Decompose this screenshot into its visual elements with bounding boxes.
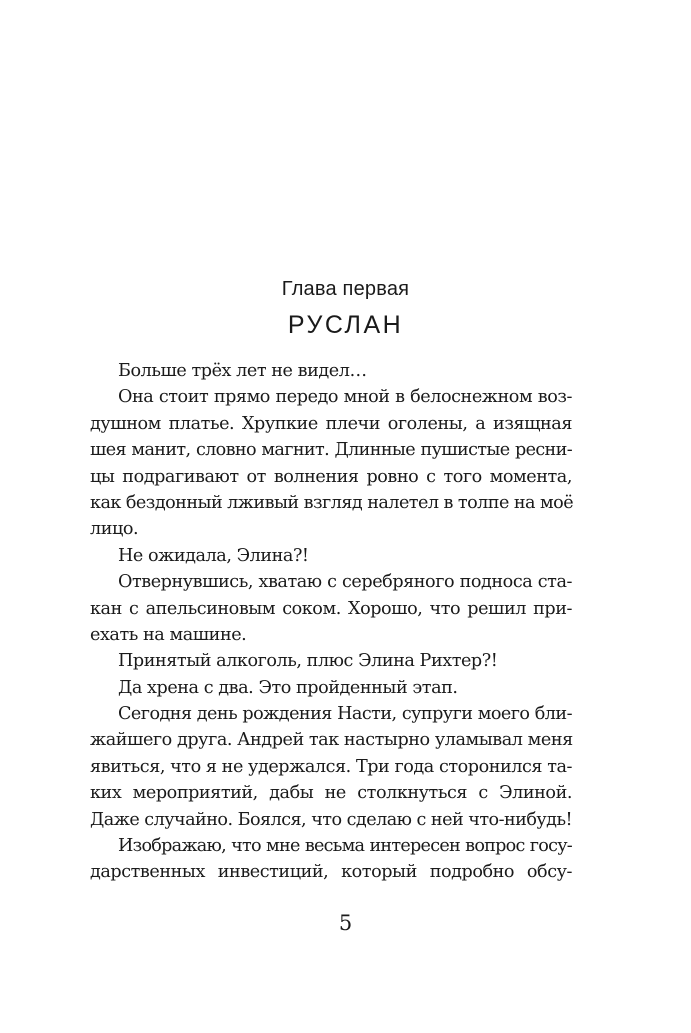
text-line: Сегодня день рождения Насти, супруги моего бли-: [118, 704, 572, 725]
text-line: Больше трёх лет не видел…: [118, 361, 367, 381]
text-line: жайшего друга. Андрей так настырно уламывал меня: [90, 730, 573, 751]
text-line: кан с апельсиновым соком. Хорошо, что решил при-: [90, 598, 572, 619]
text-line: Отвернувшись, хватаю с серебряного подноса ста-: [118, 572, 572, 593]
body-text: [90, 358, 572, 886]
text-line: дарственных инвестиций, который подробно обсу-: [90, 862, 572, 883]
text-line: лицо.: [90, 519, 139, 540]
text-line: душном платье. Хрупкие плечи оголены, а изящная: [90, 413, 572, 434]
text-line: цы подрагивают от волнения ровно с того момента,: [90, 466, 572, 487]
text-line: Изображаю, что мне весьма интересен вопрос госу-: [118, 836, 572, 857]
chapter-label: Глава первая: [281, 278, 410, 300]
text-line: ехать на машине.: [90, 624, 247, 645]
page-number: 5: [338, 911, 353, 935]
text-line: Не ожидала, Элина?!: [118, 545, 309, 566]
text-line: ких мероприятий, дабы не столкнуться с Элиной.: [90, 783, 572, 804]
text-line: Да хрена с два. Это пройденный этап.: [118, 677, 458, 698]
text-line: Принятый алкоголь, плюс Элина Рихтер?!: [118, 651, 498, 672]
chapter-title: РУСЛАН: [287, 311, 404, 339]
text-line: как бездонный лживый взгляд налетел в толпе на моё: [90, 492, 574, 513]
text-line: Даже случайно. Боялся, что сделаю с ней что-нибудь!: [90, 809, 572, 830]
text-line: шея манит, словно магнит. Длинные пушистые ресни-: [90, 440, 572, 461]
text-line: Она стоит прямо передо мной в белоснежном воз-: [118, 387, 572, 408]
text-line: явиться, что я не удержался. Три года сторонился та-: [90, 756, 573, 777]
